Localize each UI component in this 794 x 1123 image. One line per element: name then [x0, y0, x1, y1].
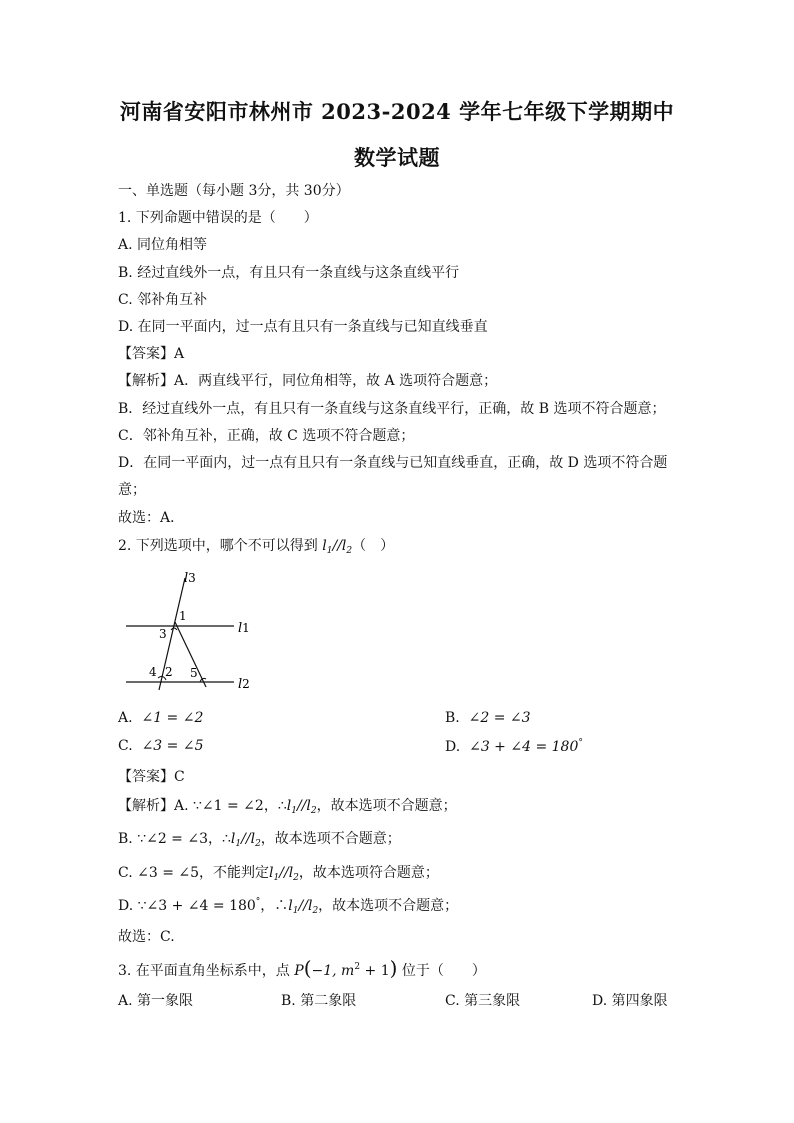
page-title: 河南省安阳市林州市 2023-2024 学年七年级下学期期中: [119, 99, 675, 124]
q1-analysis-a: [118, 370, 497, 390]
q1-option-d: D. 在同一平面内，过一点有且只有一条直线与已知直线垂直: [118, 319, 488, 335]
q2-figure: [118, 566, 268, 696]
q2-analysis-a: 【解析】A. ∵∠1 = ∠2，$\therefore l_1//l_2$，故本选项不合题意；: [118, 798, 457, 816]
q3-option-c: C. 第三象限: [445, 993, 521, 1009]
parallel-expr: $l_1//l_2$: [288, 898, 319, 916]
q2-conclusion: 故选：C.: [118, 929, 175, 945]
q1-analysis-d: D．在同一平面内，过一点有且只有一条直线与已知直线垂直，正确，故 D 选项不符合题: [118, 455, 668, 471]
analysis-text: A．两直线平行，同位角相等，故 A 选项符合题意；: [174, 373, 498, 389]
q2-option-d: D. ∠3 + ∠4 = 180°: [445, 738, 583, 755]
label-angle-4: 4: [149, 665, 157, 679]
label-l2: l2: [238, 677, 250, 692]
q1-conclusion: 故选：A．: [118, 510, 185, 526]
q2-answer: 【答案】C: [118, 769, 185, 785]
q1-stem: 1. 下列命题中错误的是（ ）: [118, 210, 318, 226]
parallel-expr: $l_1//l_2$: [286, 798, 317, 816]
parallel-expr: $l_1//l_2$: [230, 831, 261, 849]
q1-option-c: C. 邻补角互补: [118, 292, 208, 308]
point-p: P: [294, 963, 304, 979]
analysis-label: 【解析】: [118, 373, 174, 389]
section-heading: 一、单选题（每小题 3分，共 30分）: [118, 183, 350, 199]
q2-analysis-c: C. ∠3 = ∠5，不能判定$l_1//l_2$，故本选项符合题意；: [118, 865, 439, 883]
q2-option-b: B. ∠2 = ∠3: [445, 710, 531, 726]
q3-option-d: D. 第四象限: [592, 993, 668, 1009]
q3-stem: 3. 在平面直角坐标系中，点 P(−1, $m^2 + 1$) 位于（ ）: [118, 956, 486, 980]
q3-option-b: B. 第二象限: [281, 993, 357, 1009]
q2-analysis-b: B. ∵∠2 = ∠3，$\therefore l_1//l_2$，故本选项不合题意；: [118, 831, 401, 849]
q2-analysis-d: D. ∵∠3 + ∠4 = 180°，$\therefore l_1//l_2$，故本选项不合题意；: [118, 897, 459, 916]
label-l3: l3: [184, 571, 196, 586]
label-angle-3: 3: [159, 627, 167, 641]
answer-label: 【答案】: [118, 346, 174, 362]
parallel-expr: $l_1//l_2$: [269, 865, 299, 883]
label-angle-1: 1: [179, 609, 187, 623]
label-l1: l1: [238, 621, 250, 636]
q1-analysis-d-cont: 意；: [118, 482, 146, 498]
q2-stem: 2. 下列选项中，哪个不可以得到 $l_1//l_2$（ ）: [118, 538, 395, 556]
q2-option-c: C. ∠3 = ∠5: [118, 738, 204, 754]
label-angle-5: 5: [190, 666, 198, 680]
page-subtitle: 数学试题: [354, 145, 440, 170]
q3-option-a: A. 第一象限: [118, 993, 194, 1009]
q1-analysis-b: B．经过直线外一点，有且只有一条直线与这条直线平行，正确，故 B 选项不符合题意；: [118, 401, 666, 417]
label-angle-2: 2: [165, 665, 173, 679]
q2-option-a: A. ∠1 = ∠2: [118, 710, 204, 726]
parallel-expr: $l_1//l_2$: [322, 538, 353, 556]
q1-answer: [118, 343, 184, 363]
q1-analysis-c: C．邻补角互补，正确，故 C 选项不符合题意；: [118, 428, 415, 444]
q1-option-b: B. 经过直线外一点，有且只有一条直线与这条直线平行: [118, 265, 460, 281]
answer-value: A: [174, 346, 185, 362]
q1-option-a: A. 同位角相等: [118, 237, 208, 253]
